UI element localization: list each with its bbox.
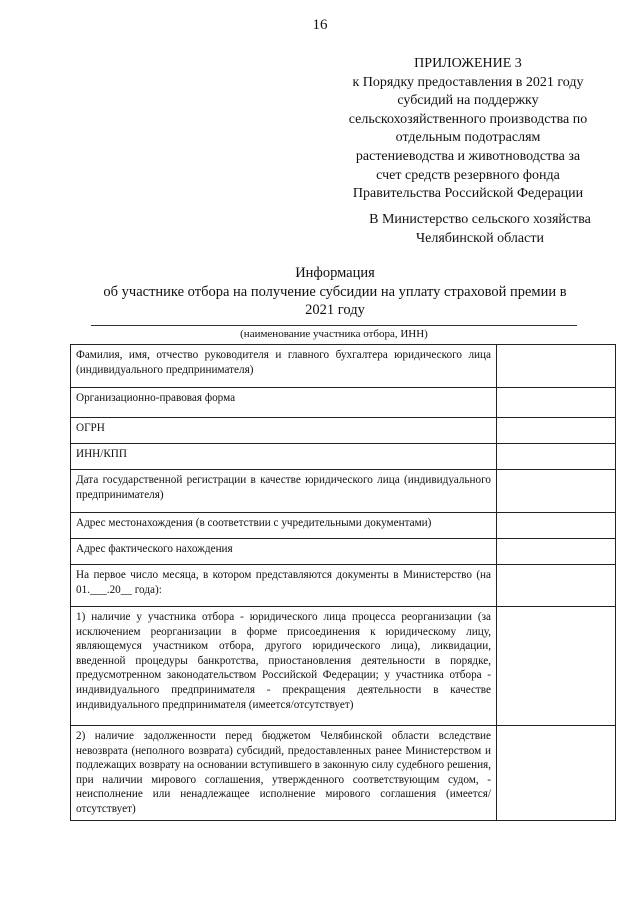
table-row xyxy=(71,539,616,565)
table-row xyxy=(71,388,616,418)
row-value-cell xyxy=(497,539,616,565)
annex-line: сельскохозяйственного производства по xyxy=(348,111,588,127)
row-value-cell xyxy=(497,607,616,726)
annex-line: Правительства Российской Федерации xyxy=(352,186,584,202)
table-row xyxy=(71,513,616,539)
row-value-cell xyxy=(497,726,616,821)
row-value-cell xyxy=(497,470,616,513)
table-row xyxy=(71,726,616,821)
row-label: 2) наличие задолженности перед бюджетом Челябинской области вследствие невозврата (неполного возврата) субсидий, предоставленных ранее Министерством и подлежащих возврату на основании вступившего в законную силу судебного решения, при наличии мирового соглашения, утвержденного соответствующим судом, - неисполнение или ненадлежащее исполнение мирового соглашения (имеется/отсутствует) xyxy=(71,726,497,821)
row-label: ОГРН xyxy=(71,418,497,444)
row-value-cell xyxy=(497,345,616,388)
table-row xyxy=(71,607,616,726)
annex-line: к Порядку предоставления в 2021 году xyxy=(352,74,584,90)
row-value-cell xyxy=(497,444,616,470)
row-label: Дата государственной регистрации в качестве юридического лица (индивидуального предпринимателя) xyxy=(71,470,497,513)
addressee-block xyxy=(330,211,630,248)
annex-line: отдельным подотраслям xyxy=(395,130,541,146)
participant-caption: (наименование участника отбора, ИНН) xyxy=(240,328,428,340)
row-label: Адрес фактического нахождения xyxy=(71,539,497,565)
row-value-cell xyxy=(497,388,616,418)
document-title xyxy=(60,264,610,320)
row-label: Организационно-правовая форма xyxy=(71,388,497,418)
info-table xyxy=(70,344,616,821)
row-label: ИНН/КПП xyxy=(71,444,497,470)
row-label: Фамилия, имя, отчество руководителя и главного бухгалтера юридического лица (индивидуального предпринимателя) xyxy=(71,345,497,388)
row-label: На первое число месяца, в котором представляются документы в Министерство (на 01.___.20__ года): xyxy=(71,565,497,607)
table-row xyxy=(71,345,616,388)
title-line: Информация xyxy=(295,265,375,281)
row-label: 1) наличие у участника отбора - юридического лица процесса реорганизации (за исключением реорганизации в форме присоединения к юридическому лицу, являющемуся участником отбора, другого юридического лица), ликвидации, введенной процедуры банкротства, приостановления деятельности в порядке, предусмотренном законодательством Российской Федерации; у участника отбора - индивидуального предпринимателя - прекращения деятельности в качестве индивидуального предпринимателя (имеется/отсутствует) xyxy=(71,607,497,726)
annex-block xyxy=(318,55,618,204)
annex-line: субсидий на поддержку xyxy=(397,93,539,109)
addressee-line: В Министерство сельского хозяйства xyxy=(369,212,591,227)
annex-heading: ПРИЛОЖЕНИЕ 3 xyxy=(414,56,522,71)
page-number: 16 xyxy=(312,17,328,33)
row-label: Адрес местонахождения (в соответствии с учредительными документами) xyxy=(71,513,497,539)
title-line: 2021 году xyxy=(305,302,365,319)
table-row xyxy=(71,565,616,607)
participant-name-line xyxy=(91,325,577,326)
row-value-cell xyxy=(497,513,616,539)
addressee-line: Челябинской области xyxy=(416,230,544,246)
row-value-cell xyxy=(497,418,616,444)
title-line: об участнике отбора на получение субсидии на уплату страховой премии в xyxy=(103,283,567,300)
row-value-cell xyxy=(497,565,616,607)
table-row xyxy=(71,418,616,444)
annex-line: растениеводства и животноводства за xyxy=(355,148,581,164)
table-row xyxy=(71,444,616,470)
table-row xyxy=(71,470,616,513)
annex-line: счет средств резервного фонда xyxy=(376,167,560,183)
